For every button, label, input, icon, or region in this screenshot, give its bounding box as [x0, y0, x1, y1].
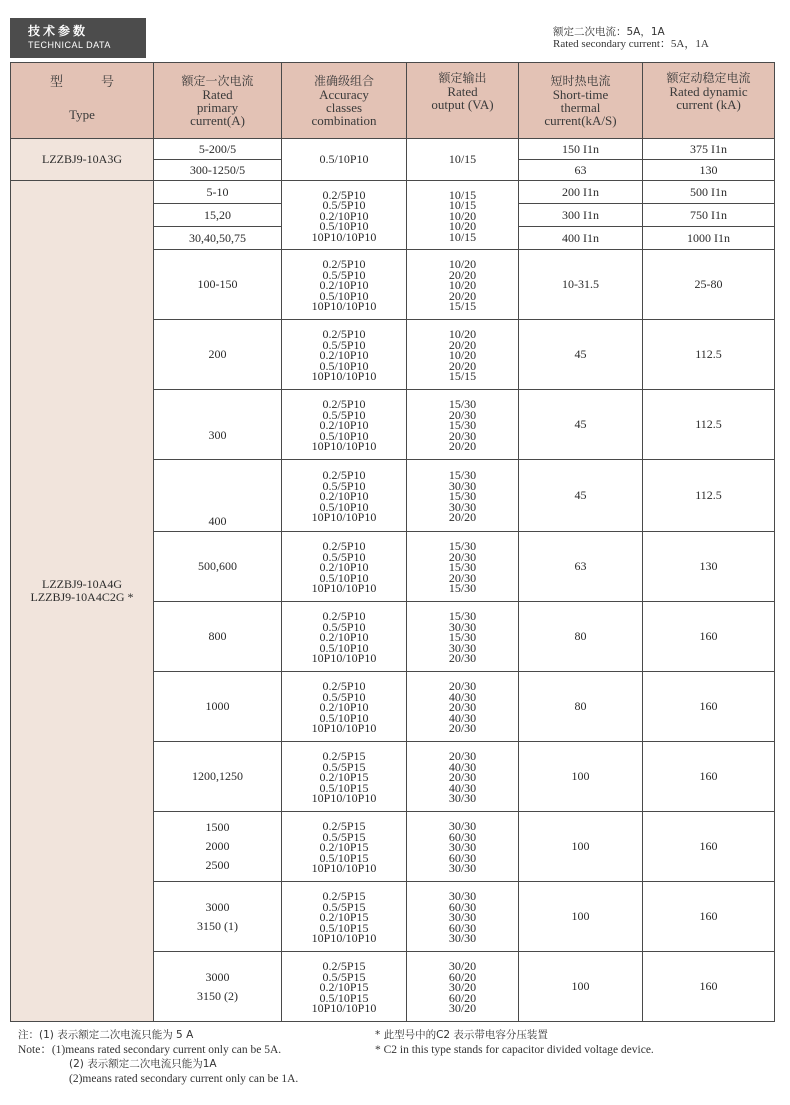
- output-value: 10/20: [448, 208, 477, 223]
- accuracy-value: 0.5/10P15: [319, 990, 369, 1005]
- accuracy-cell: [282, 181, 407, 250]
- header-thermal-cn: 短时热电流: [550, 73, 611, 88]
- header-thermal-en1: Short-time: [552, 86, 609, 102]
- accuracy-value: 0.5/5P10: [322, 407, 366, 422]
- accuracy-value: 10P10/10P10: [311, 721, 377, 736]
- output-cell: [407, 532, 519, 602]
- primary-cell: [154, 320, 282, 390]
- note-2-en: (2)means rated secondary current only can be 1A.: [69, 1072, 299, 1085]
- note-star-cn: * 此型号中的C2 表示带电容分压装置: [375, 1029, 548, 1041]
- output-value: 30/20: [448, 959, 477, 974]
- table-row: [11, 139, 775, 160]
- thermal-cell: 100: [519, 952, 643, 1022]
- accuracy-cell: 0.5/10P10: [282, 139, 407, 181]
- accuracy-value: 0.5/10P10: [319, 428, 369, 443]
- primary-value: 300: [208, 428, 227, 442]
- output-value: 20/30: [448, 770, 477, 785]
- accuracy-cell: [282, 882, 407, 952]
- thermal-cell: 400 I1n: [519, 227, 643, 250]
- output-value: 20/30: [448, 749, 477, 764]
- output-value: 10/20: [448, 278, 477, 293]
- accuracy-cell: [282, 250, 407, 320]
- accuracy-value: 0.5/10P15: [319, 780, 369, 795]
- output-value: 60/30: [448, 829, 477, 844]
- note-star-en: * C2 in this type stands for capacitor divided voltage device.: [375, 1043, 654, 1056]
- primary-cell: 300-1250/5: [154, 160, 282, 181]
- header-thermal-en3: current(kA/S): [544, 112, 617, 128]
- output-value: 30/30: [448, 478, 477, 493]
- output-value: 60/30: [448, 850, 477, 865]
- output-value: 20/20: [448, 439, 477, 454]
- accuracy-value: 0.5/10P15: [319, 920, 369, 935]
- primary-value: 3150 (2): [197, 988, 238, 1003]
- accuracy-cell: [282, 742, 407, 812]
- output-cell: [407, 812, 519, 882]
- accuracy-value: 0.2/5P15: [322, 819, 366, 834]
- accuracy-cell: [282, 812, 407, 882]
- dynamic-cell: 160: [643, 812, 775, 882]
- secondary-current-en: Rated secondary current：5A，1A: [553, 38, 709, 50]
- header-accuracy-en2: classes: [325, 99, 363, 115]
- output-cell: [407, 882, 519, 952]
- section-badge: [10, 18, 146, 58]
- accuracy-value: 0.2/10P10: [319, 489, 369, 504]
- primary-cell: 15,20: [154, 204, 282, 227]
- accuracy-value: 0.5/10P10: [319, 570, 369, 585]
- output-value: 20/20: [448, 288, 477, 303]
- primary-value: 100-150: [197, 277, 238, 291]
- dynamic-cell: 112.5: [643, 460, 775, 532]
- table-row: [11, 181, 775, 204]
- primary-value: 500,600: [198, 559, 237, 573]
- thermal-cell: 63: [519, 160, 643, 181]
- accuracy-value: 0.2/10P15: [319, 980, 369, 995]
- accuracy-cell: [282, 602, 407, 672]
- header-thermal-en2: thermal: [560, 99, 601, 115]
- output-value: 60/20: [448, 969, 477, 984]
- dynamic-cell: 130: [643, 532, 775, 602]
- output-cell: [407, 460, 519, 532]
- primary-cell: 5-10: [154, 181, 282, 204]
- output-value: 10/15: [448, 229, 477, 244]
- header-accuracy: [282, 63, 407, 139]
- header-dynamic-en2: current (kA): [676, 97, 741, 112]
- header-accuracy-cn: 准确级组合: [313, 73, 374, 88]
- accuracy-value: 10P10/10P10: [311, 651, 377, 666]
- dynamic-cell: 112.5: [643, 320, 775, 390]
- output-value: 10/15: [448, 198, 477, 213]
- accuracy-value: 0.5/10P10: [319, 640, 369, 655]
- dynamic-cell: 112.5: [643, 390, 775, 460]
- thermal-cell: 80: [519, 672, 643, 742]
- header-primary: [154, 63, 282, 139]
- primary-value: 3000: [205, 969, 230, 984]
- thermal-cell: 200 I1n: [519, 181, 643, 204]
- output-value: 10/20: [448, 327, 477, 342]
- dynamic-cell: 160: [643, 742, 775, 812]
- accuracy-value: 0.2/5P10: [322, 187, 366, 202]
- note-1-en: Note：(1)means rated secondary current only can be 5A.: [18, 1043, 282, 1056]
- accuracy-value: 0.2/10P15: [319, 770, 369, 785]
- accuracy-cell: [282, 460, 407, 532]
- badge-title-en: TECHNICAL DATA: [28, 40, 111, 50]
- thermal-cell: 100: [519, 742, 643, 812]
- output-value: 40/30: [448, 710, 477, 725]
- dynamic-cell: 130: [643, 160, 775, 181]
- primary-value: 1200,1250: [192, 769, 243, 783]
- header-primary-en1: Rated: [202, 86, 233, 102]
- accuracy-value: 0.2/10P10: [319, 418, 369, 433]
- primary-value: 2500: [205, 858, 230, 872]
- header-type-cn: 型号: [49, 75, 152, 90]
- dynamic-cell: 160: [643, 952, 775, 1022]
- output-value: 20/30: [448, 549, 477, 564]
- accuracy-value: 0.2/5P10: [322, 257, 366, 272]
- accuracy-value: 0.2/5P10: [322, 327, 366, 342]
- output-value: 20/20: [448, 358, 477, 373]
- output-value: 15/30: [448, 418, 477, 433]
- accuracy-value: 0.5/5P10: [322, 619, 366, 634]
- output-value: 30/30: [448, 861, 477, 876]
- accuracy-value: 10P10/10P10: [311, 439, 377, 454]
- output-value: 30/30: [448, 640, 477, 655]
- accuracy-value: 0.5/5P10: [322, 267, 366, 282]
- accuracy-value: 0.5/5P15: [322, 759, 366, 774]
- output-cell: [407, 742, 519, 812]
- dynamic-cell: 25-80: [643, 250, 775, 320]
- accuracy-value: 10P10/10P10: [311, 1001, 377, 1016]
- accuracy-value: 0.2/5P10: [322, 397, 366, 412]
- output-value: 40/30: [448, 759, 477, 774]
- output-value: 15/30: [448, 468, 477, 483]
- primary-value: 400: [208, 514, 227, 528]
- output-value: 15/30: [448, 609, 477, 624]
- accuracy-value: 10P10/10P10: [311, 931, 377, 946]
- header-dynamic: [643, 63, 775, 139]
- accuracy-cell: [282, 532, 407, 602]
- output-value: 30/30: [448, 931, 477, 946]
- primary-cell: [154, 742, 282, 812]
- output-value: 10/20: [448, 257, 477, 272]
- primary-value: 200: [208, 347, 227, 361]
- accuracy-value: 0.5/5P15: [322, 829, 366, 844]
- output-value: 30/20: [448, 1001, 477, 1016]
- accuracy-cell: [282, 952, 407, 1022]
- output-value: 30/30: [448, 619, 477, 634]
- accuracy-cell: [282, 390, 407, 460]
- accuracy-value: 0.5/10P10: [319, 499, 369, 514]
- accuracy-value: 0.2/10P10: [319, 700, 369, 715]
- primary-cell: [154, 460, 282, 532]
- accuracy-value: 0.2/5P10: [322, 539, 366, 554]
- output-value: 20/30: [448, 428, 477, 443]
- dynamic-cell: 1000 I1n: [643, 227, 775, 250]
- accuracy-value: 10P10/10P10: [311, 581, 377, 596]
- primary-cell: 30,40,50,75: [154, 227, 282, 250]
- output-value: 20/20: [448, 510, 477, 525]
- accuracy-value: 0.5/10P10: [319, 710, 369, 725]
- header-accuracy-en1: Accuracy: [319, 86, 369, 102]
- output-value: 30/30: [448, 819, 477, 834]
- thermal-cell: 45: [519, 460, 643, 532]
- type-cell-a3g: LZZBJ9-10A3G: [11, 139, 154, 181]
- primary-cell: [154, 532, 282, 602]
- output-value: 15/30: [448, 397, 477, 412]
- thermal-cell: 100: [519, 882, 643, 952]
- type-a4c2g: LZZBJ9-10A4C2G *: [30, 590, 134, 604]
- output-value: 30/30: [448, 791, 477, 806]
- header-output-en2: output (VA): [431, 97, 494, 112]
- accuracy-value: 0.5/5P15: [322, 969, 366, 984]
- output-value: 20/30: [448, 721, 477, 736]
- output-value: 15/30: [448, 630, 477, 645]
- header-output-cn: 额定输出: [438, 71, 487, 85]
- accuracy-value: 0.2/10P15: [319, 840, 369, 855]
- output-value: 15/30: [448, 539, 477, 554]
- accuracy-value: 0.2/5P10: [322, 679, 366, 694]
- output-cell: [407, 250, 519, 320]
- accuracy-value: 0.2/10P10: [319, 348, 369, 363]
- thermal-cell: 45: [519, 320, 643, 390]
- output-cell: [407, 672, 519, 742]
- output-cell: 10/15: [407, 139, 519, 181]
- header-type: [11, 63, 154, 139]
- badge-title-cn: 技术参数: [28, 24, 89, 38]
- output-value: 20/30: [448, 679, 477, 694]
- accuracy-value: 0.2/5P15: [322, 749, 366, 764]
- primary-cell: [154, 672, 282, 742]
- output-value: 20/20: [448, 337, 477, 352]
- thermal-cell: 300 I1n: [519, 204, 643, 227]
- thermal-cell: 63: [519, 532, 643, 602]
- accuracy-value: 0.2/10P10: [319, 208, 369, 223]
- output-value: 20/30: [448, 570, 477, 585]
- technical-data-table: [10, 62, 775, 1022]
- output-value: 60/30: [448, 899, 477, 914]
- accuracy-value: 0.5/5P10: [322, 478, 366, 493]
- accuracy-value: 10P10/10P10: [311, 791, 377, 806]
- primary-value: 1500: [205, 820, 230, 834]
- primary-cell: [154, 812, 282, 882]
- output-value: 30/30: [448, 840, 477, 855]
- note-1-cn: 注：(1) 表示额定二次电流只能为 5 A: [18, 1029, 194, 1041]
- output-cell: [407, 320, 519, 390]
- output-value: 20/30: [448, 651, 477, 666]
- output-value: 10/20: [448, 219, 477, 234]
- dynamic-cell: 750 I1n: [643, 204, 775, 227]
- secondary-current-cn: 额定二次电流：5A，1A: [553, 26, 665, 38]
- output-value: 15/30: [448, 581, 477, 596]
- accuracy-value: 0.2/10P10: [319, 560, 369, 575]
- accuracy-value: 10P10/10P10: [311, 369, 377, 384]
- primary-value: 800: [208, 629, 227, 643]
- primary-cell: [154, 882, 282, 952]
- output-value: 15/30: [448, 560, 477, 575]
- output-value: 20/30: [448, 407, 477, 422]
- header-thermal: [519, 63, 643, 139]
- accuracy-value: 0.5/10P10: [319, 288, 369, 303]
- header-primary-en3: current(A): [190, 112, 245, 128]
- header-type-en: Type: [69, 107, 95, 122]
- dynamic-cell: 375 I1n: [643, 139, 775, 160]
- accuracy-value: 0.2/5P15: [322, 959, 366, 974]
- output-value: 40/30: [448, 689, 477, 704]
- footnotes-right: [375, 1028, 654, 1057]
- primary-value: 2000: [205, 839, 230, 853]
- output-cell: [407, 952, 519, 1022]
- output-value: 30/30: [448, 499, 477, 514]
- thermal-cell: 45: [519, 390, 643, 460]
- thermal-cell: 150 I1n: [519, 139, 643, 160]
- accuracy-value: 10P10/10P10: [311, 229, 377, 244]
- output-value: 40/30: [448, 780, 477, 795]
- accuracy-value: 0.5/10P10: [319, 219, 369, 234]
- header-output: [407, 63, 519, 139]
- primary-cell: 5-200/5: [154, 139, 282, 160]
- accuracy-value: 0.2/10P15: [319, 910, 369, 925]
- accuracy-value: 0.5/5P10: [322, 689, 366, 704]
- primary-value: 3150 (1): [197, 918, 238, 933]
- note-2-cn: (2) 表示额定二次电流只能为1A: [69, 1058, 217, 1070]
- type-cell-a4g: [11, 181, 154, 1022]
- header-output-en1: Rated: [447, 84, 478, 99]
- output-cell: [407, 181, 519, 250]
- header-dynamic-en1: Rated dynamic: [669, 84, 748, 99]
- header-primary-cn: 额定一次电流: [181, 73, 254, 88]
- accuracy-value: 0.2/5P10: [322, 468, 366, 483]
- secondary-current-note: [553, 26, 709, 50]
- primary-cell: [154, 390, 282, 460]
- accuracy-value: 0.5/10P15: [319, 850, 369, 865]
- output-value: 30/20: [448, 980, 477, 995]
- output-value: 10/15: [448, 187, 477, 202]
- accuracy-value: 0.5/5P10: [322, 337, 366, 352]
- primary-value: 1000: [205, 699, 230, 713]
- output-cell: [407, 390, 519, 460]
- thermal-cell: 10-31.5: [519, 250, 643, 320]
- dynamic-cell: 160: [643, 672, 775, 742]
- output-value: 15/15: [448, 369, 477, 384]
- dynamic-cell: 160: [643, 602, 775, 672]
- accuracy-value: 0.5/5P15: [322, 899, 366, 914]
- output-value: 30/30: [448, 889, 477, 904]
- accuracy-value: 0.2/10P10: [319, 278, 369, 293]
- primary-cell: [154, 602, 282, 672]
- accuracy-value: 0.5/10P10: [319, 358, 369, 373]
- accuracy-value: 10P10/10P10: [311, 861, 377, 876]
- output-cell: [407, 602, 519, 672]
- output-value: 15/15: [448, 299, 477, 314]
- header-dynamic-cn: 额定动稳定电流: [666, 71, 751, 85]
- accuracy-value: 10P10/10P10: [311, 299, 377, 314]
- accuracy-cell: [282, 320, 407, 390]
- primary-value: 3000: [205, 899, 230, 914]
- header-primary-en2: primary: [196, 99, 239, 115]
- output-value: 20/20: [448, 267, 477, 282]
- primary-cell: [154, 250, 282, 320]
- accuracy-value: 0.2/5P15: [322, 889, 366, 904]
- accuracy-value: 0.2/10P10: [319, 630, 369, 645]
- header-accuracy-en3: combination: [311, 112, 377, 128]
- thermal-cell: 80: [519, 602, 643, 672]
- output-value: 10/20: [448, 348, 477, 363]
- output-value: 20/30: [448, 700, 477, 715]
- accuracy-value: 0.5/5P10: [322, 549, 366, 564]
- footnotes-left: [18, 1028, 298, 1086]
- dynamic-cell: 160: [643, 882, 775, 952]
- type-a4g: LZZBJ9-10A4G: [42, 577, 122, 591]
- accuracy-value: 0.2/5P10: [322, 609, 366, 624]
- dynamic-cell: 500 I1n: [643, 181, 775, 204]
- accuracy-value: 10P10/10P10: [311, 510, 377, 525]
- output-value: 60/20: [448, 990, 477, 1005]
- output-value: 60/30: [448, 920, 477, 935]
- primary-cell: [154, 952, 282, 1022]
- thermal-cell: 100: [519, 812, 643, 882]
- output-value: 30/30: [448, 910, 477, 925]
- output-value: 15/30: [448, 489, 477, 504]
- header-row: [11, 63, 775, 139]
- accuracy-cell: [282, 672, 407, 742]
- accuracy-value: 0.5/5P10: [322, 198, 366, 213]
